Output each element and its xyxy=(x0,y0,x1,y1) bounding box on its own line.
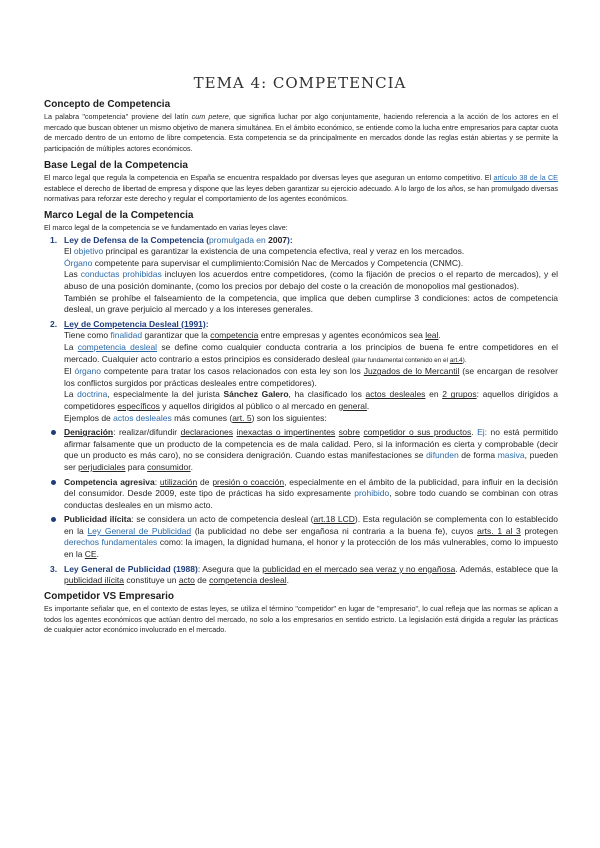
bullet-icon xyxy=(51,480,56,485)
list-item-text: La doctrina, especialmente la del jurista Sánchez Galero, ha clasificado los actos desleales en 2 grupos: aquellos dirigidos a competidores específicos y aquellos dirigidos al público o al mercado en general. xyxy=(64,389,558,411)
section-intro-marco-legal: El marco legal de la competencia se ve fundamentado en varias leyes clave: xyxy=(44,222,288,232)
list-item-text: Ley General de Publicidad (1988): Asegura que la publicidad en el mercado sea veraz y no engañosa. Además, establece que la publicidad ilícita constituye un acto de competencia desleal. xyxy=(64,563,558,586)
bullet-text: Competencia agresiva: utilización de presión o coacción, especialmente en el ámbito de la publicidad, para influir en la decisión del consumidor. Desde 2009, este tipo de prácticas ha sido expresamente prohibido, sobre todo cuando se combinan con otras conductas desleales en un mismo acto. xyxy=(64,476,558,510)
page-title: TEMA 4: COMPETENCIA xyxy=(193,74,407,92)
bullet-item-denigracion xyxy=(44,427,558,473)
list-item-text: La competencia desleal se define como cualquier conducta contraria a los principios de buena fe entre competidores en el mercado. Cualquier acto contrario a estos principios es considerado desleal (pilar fundamental contenido en el art.4). xyxy=(64,341,558,364)
section-paragraph-competidor: Es importante señalar que, en el contexto de estas leyes, se utiliza el término "competidor" en lugar de "empresario", lo cual refleja que las normas se aplican a todos los agentes económicos que actúan dentro del mercado, no solo a los empresarios en sentido estricto. La legislación está dirigida a regular las prácticas de cualquier actor económico involucrado en el mercado. xyxy=(44,603,558,635)
bullet-icon xyxy=(51,430,56,435)
article-38-link: artículo 38 de la CE xyxy=(493,172,558,182)
list-number: 2. xyxy=(50,318,58,329)
section-heading-concepto: Concepto de Competencia xyxy=(44,99,171,110)
bullet-text: Denigración: realizar/difundir declaraciones inexactas o impertinentes sobre competidor o sus productos. Ej: no está permitido afirmar falsamente que un producto de la competencia es de mala calidad. Pero, si la información es cierta y comprobable (decir que un producto es más caro), no se considera denigración. Cuando estas manifestaciones se difunden de forma masiva, pueden ser perjudiciales para consumidor. xyxy=(64,427,558,472)
list-item-ley-desleal xyxy=(44,319,558,424)
list-item-text: También se prohíbe el falseamiento de la competencia, que implica que deben cumplirse 3 condiciones: actos de competencia desleal, un grave perjuicio al mercado y a los intereses generales. xyxy=(64,292,558,315)
bullet-icon xyxy=(51,517,56,522)
bullet-item-competencia-agresiva xyxy=(44,477,558,512)
section-paragraph-concepto: La palabra "competencia" proviene del latín cum petere, que significa luchar por algo conjuntamente, haciendo referencia a la acción de los actores en el mercado que buscan obtener un mismo objetivo de manera simultánea. En el ámbito económico, se entiende como la lucha entre empresarios para captar cuota de mercado dentro de un entorno de libre competencia. Esta competencia se da principalmente en mercados donde las reglas están abiertas y se permite la participación de múltiples actores económicos. xyxy=(44,112,558,154)
list-item-text: Las conductas prohibidas incluyen los acuerdos entre competidores, (como la fijación de precios o el reparto de mercados), y el abuso de una posición dominante, (como los precios por debajo del coste o la creación de monopolios mal gestionados). xyxy=(64,269,558,291)
list-item-text: Tiene como finalidad garantizar que la competencia entre empresas y agentes económicos sea leal. xyxy=(64,330,441,341)
list-number: 1. xyxy=(50,234,58,245)
list-item-text: Órgano competente para supervisar el cumplimiento:Comisión Nac de Mercados y Competencia (CNMC). xyxy=(64,257,464,268)
list-item-text: El objetivo principal es garantizar la existencia de una competencia efectiva, real y veraz en los mercados. xyxy=(64,246,465,257)
list-item-text: Ejemplos de actos desleales más comunes (art. 5) son los siguientes: xyxy=(64,412,327,423)
list-number: 3. xyxy=(50,563,58,574)
section-heading-competidor: Competidor VS Empresario xyxy=(44,590,175,602)
section-heading-base-legal: Base Legal de la Competencia xyxy=(44,159,188,171)
section-heading-marco-legal: Marco Legal de la Competencia xyxy=(44,209,194,221)
section-paragraph-base-legal: El marco legal que regula la competencia en España se encuentra respaldado por diversas leyes que aseguran un entorno competitivo. El artículo 38 de la CE establece el derecho de libertad de empresa y dispone que las leyes deben garantizar su ejercicio adecuado. A lo largo de los años, se han promulgado diversas normativas para reforzar este derecho y regular el comportamiento de los agentes económicos. xyxy=(44,172,558,204)
list-item-text: El órgano competente para tratar los casos relacionados con esta ley son los Juzgados de lo Mercantil (se encargan de resolver los conflictos surgidos por prácticas desleales entre competidores). xyxy=(64,366,558,388)
bullet-item-publicidad-ilicita xyxy=(44,514,558,560)
laws-list xyxy=(44,235,558,587)
document-body xyxy=(44,98,558,640)
list-item-title: Ley de Competencia Desleal (1991): xyxy=(64,318,209,329)
list-item-ley-defensa xyxy=(44,235,558,316)
list-item-ley-publicidad xyxy=(44,564,558,587)
bullet-text: Publicidad ilícita: se considera un acto de competencia desleal (art.18 LCD). Esta regulación se complementa con lo establecido en la Ley General de Publicidad (la publicidad no debe ser engañosa ni contraria a la buena fe), cuyos arts. 1 al 3 protegen derechos fundamentales como: la imagen, la dignidad humana, el honor y la protección de los más vulnerables, como lo impuesto en la CE. xyxy=(64,514,559,560)
list-item-title: Ley de Defensa de la Competencia (promulgada en 2007): xyxy=(64,234,293,245)
